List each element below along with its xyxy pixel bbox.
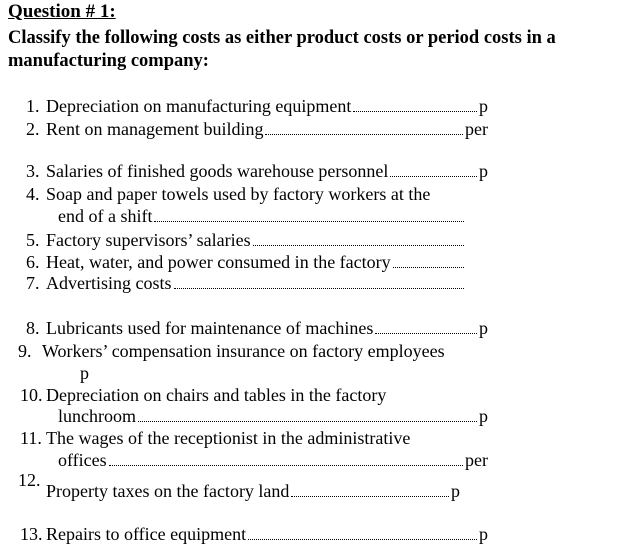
leader-dots bbox=[291, 496, 449, 497]
leader-dots bbox=[138, 421, 477, 422]
list-item: 4. Soap and paper towels used by factory workers at the bbox=[26, 184, 431, 204]
list-item: 7. Advertising costs bbox=[26, 272, 466, 294]
leader-dots bbox=[393, 267, 464, 268]
leader-dots bbox=[154, 221, 464, 222]
answer: p bbox=[479, 406, 488, 426]
answer: per bbox=[465, 119, 488, 139]
list-item: Property taxes on the factory land p bbox=[46, 481, 460, 501]
leader-dots bbox=[265, 134, 463, 135]
list-item-continuation: end of a shift bbox=[58, 205, 466, 227]
list-item: 13. Repairs to office equipment p bbox=[20, 524, 488, 544]
answer: p bbox=[479, 161, 488, 181]
leader-dots bbox=[353, 111, 477, 112]
list-item: 10. Depreciation on chairs and tables in the factory bbox=[20, 385, 387, 405]
list-item: 1. Depreciation on manufacturing equipment p bbox=[26, 96, 488, 116]
list-item-continuation: lunchroom p bbox=[58, 406, 488, 426]
answer: p bbox=[479, 96, 488, 116]
answer: p bbox=[479, 524, 488, 544]
item-number: 12. bbox=[18, 470, 41, 490]
list-item: 9. Workers’ compensation insurance on factory employees bbox=[18, 341, 445, 361]
list-item: 5. Factory supervisors’ salaries bbox=[26, 229, 466, 251]
leader-dots bbox=[375, 333, 477, 334]
list-item: 2. Rent on management building per bbox=[26, 119, 488, 139]
leader-dots bbox=[109, 465, 463, 466]
answer: p bbox=[479, 318, 488, 338]
answer: p bbox=[80, 363, 89, 383]
list-item: 6. Heat, water, and power consumed in the factory bbox=[26, 251, 466, 273]
answer: p bbox=[451, 481, 460, 501]
question-heading: Question # 1: bbox=[8, 1, 116, 22]
list-item: 3. Salaries of finished goods warehouse personnel p bbox=[26, 161, 488, 181]
leader-dots bbox=[248, 539, 477, 540]
list-item: 11. The wages of the receptionist in the administrative bbox=[20, 428, 411, 448]
leader-dots bbox=[390, 176, 477, 177]
leader-dots bbox=[253, 245, 464, 246]
instruction-text: Classify the following costs as either product costs or period costs in a manufacturing company: bbox=[8, 28, 556, 71]
leader-dots bbox=[174, 288, 465, 289]
list-item-continuation: offices per bbox=[58, 450, 488, 470]
list-item: 8. Lubricants used for maintenance of machines p bbox=[26, 318, 488, 338]
answer: per bbox=[465, 450, 488, 470]
